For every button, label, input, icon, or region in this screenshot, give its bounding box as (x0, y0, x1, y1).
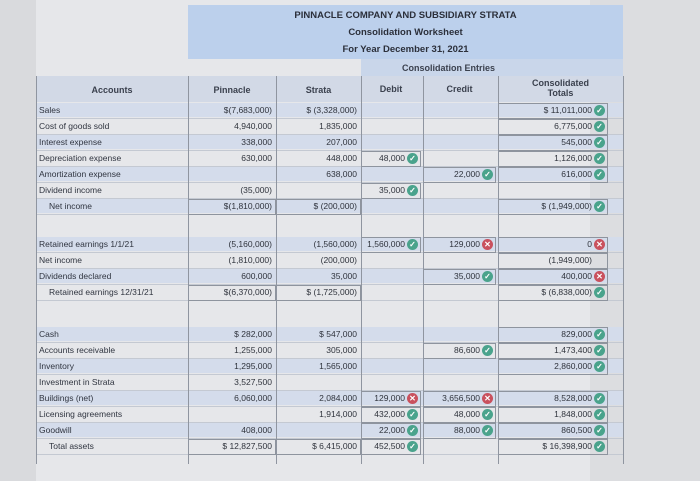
check-circle-icon: ✓ (594, 329, 605, 340)
column-divider (276, 76, 277, 464)
col-credit: Credit (446, 84, 473, 94)
row-label: Investment in Strata (39, 377, 115, 387)
row-label: Depreciation expense (39, 153, 122, 163)
x-circle-icon: ✕ (594, 239, 605, 250)
left-margin (0, 0, 36, 481)
row-label: Retained earnings 12/31/21 (49, 287, 154, 297)
cell-pinnacle: 630,000 (241, 153, 272, 163)
cell-strata: 638,000 (326, 169, 357, 179)
total-box-strata (276, 439, 361, 455)
x-circle-icon: ✕ (407, 393, 418, 404)
cell-credit[interactable]: 35,000 (454, 271, 480, 281)
column-divider (361, 76, 362, 464)
column-divider (498, 76, 499, 464)
cell-pinnacle: 1,255,000 (234, 345, 272, 355)
column-divider (188, 76, 189, 464)
cell-pinnacle: 4,940,000 (234, 121, 272, 131)
check-circle-icon: ✓ (482, 345, 493, 356)
cell-pinnacle: (5,160,000) (228, 239, 272, 249)
row-label: Total assets (49, 441, 94, 451)
check-circle-icon: ✓ (594, 441, 605, 452)
check-circle-icon: ✓ (594, 105, 605, 116)
worksheet-grid (36, 0, 603, 470)
cell-strata: $ (200,000) (313, 201, 357, 211)
check-circle-icon: ✓ (594, 425, 605, 436)
input-consolidated[interactable] (498, 359, 608, 375)
row-label: Accounts receivable (39, 345, 116, 355)
row-label: Sales (39, 105, 61, 115)
x-circle-icon: ✕ (482, 393, 493, 404)
cell-strata: $ 547,000 (319, 329, 357, 339)
col-debit: Debit (379, 84, 403, 94)
cell-credit[interactable]: 129,000 (449, 239, 480, 249)
cell-debit[interactable]: 35,000 (379, 185, 405, 195)
cell-pinnacle: 1,295,000 (234, 361, 272, 371)
total-box-pinnacle (188, 285, 276, 301)
check-circle-icon: ✓ (594, 137, 605, 148)
cell-consolidated[interactable]: $ (1,949,000) (541, 201, 592, 211)
cell-pinnacle: $(7,683,000) (223, 105, 272, 115)
input-consolidated[interactable] (498, 423, 608, 439)
input-consolidated[interactable] (498, 407, 608, 423)
cell-consolidated[interactable]: 616,000 (561, 169, 592, 179)
row-label: Dividends declared (39, 271, 112, 281)
period-title: For Year December 31, 2021 (342, 44, 469, 55)
cell-pinnacle: (1,810,000) (228, 255, 272, 265)
total-box-consolidated (498, 439, 608, 455)
col-pinnacle: Pinnacle (213, 85, 251, 95)
input-consolidated[interactable] (498, 343, 608, 359)
cell-pinnacle: $ 282,000 (234, 329, 272, 339)
row-label: Net income (39, 255, 82, 265)
row-label: Amortization expense (39, 169, 121, 179)
cell-credit[interactable]: 22,000 (454, 169, 480, 179)
check-circle-icon: ✓ (482, 425, 493, 436)
input-consolidated[interactable] (498, 253, 608, 269)
check-circle-icon: ✓ (407, 409, 418, 420)
cell-consolidated[interactable]: 6,775,000 (554, 121, 592, 131)
cell-strata: 2,084,000 (319, 393, 357, 403)
col-accounts: Accounts (91, 85, 133, 95)
cell-strata: 1,835,000 (319, 121, 357, 131)
cell-consolidated[interactable]: 545,000 (561, 137, 592, 147)
cell-pinnacle: 600,000 (241, 271, 272, 281)
cell-consolidated[interactable]: $ (6,838,000) (541, 287, 592, 297)
input-consolidated[interactable] (498, 391, 608, 407)
row-label: Cost of goods sold (39, 121, 110, 131)
check-circle-icon: ✓ (594, 201, 605, 212)
row-label: Buildings (net) (39, 393, 94, 403)
check-circle-icon: ✓ (407, 153, 418, 164)
cell-pinnacle: 408,000 (241, 425, 272, 435)
check-circle-icon: ✓ (407, 185, 418, 196)
cell-debit[interactable]: 452,500 (374, 441, 405, 451)
input-consolidated[interactable] (498, 327, 608, 343)
cell-pinnacle: $(1,810,000) (223, 201, 272, 211)
cell-consolidated[interactable]: $ 16,398,900 (542, 441, 592, 451)
cell-strata: 35,000 (331, 271, 357, 281)
cell-strata: (200,000) (320, 255, 357, 265)
check-circle-icon: ✓ (407, 239, 418, 250)
cell-consolidated[interactable]: 1,848,000 (554, 409, 592, 419)
worksheet-title: Consolidation Worksheet (348, 27, 463, 38)
check-circle-icon: ✓ (594, 409, 605, 420)
total-box-pinnacle (188, 439, 276, 455)
cell-debit[interactable]: 1,560,000 (367, 239, 405, 249)
input-consolidated[interactable] (498, 103, 608, 119)
cell-consolidated[interactable]: 2,860,000 (554, 361, 592, 371)
cell-strata: 1,914,000 (319, 409, 357, 419)
row-label: Dividend income (39, 185, 102, 195)
row-label: Inventory (39, 361, 74, 371)
cell-debit[interactable]: 22,000 (379, 425, 405, 435)
input-consolidated[interactable] (498, 237, 608, 253)
cell-debit[interactable]: 48,000 (379, 153, 405, 163)
cell-credit[interactable]: 48,000 (454, 409, 480, 419)
row-label: Licensing agreements (39, 409, 123, 419)
check-circle-icon: ✓ (594, 121, 605, 132)
check-circle-icon: ✓ (594, 153, 605, 164)
cell-strata: (1,560,000) (313, 239, 357, 249)
cell-strata: 207,000 (326, 137, 357, 147)
check-circle-icon: ✓ (594, 345, 605, 356)
check-circle-icon: ✓ (594, 287, 605, 298)
entries-title: Consolidation Entries (401, 63, 495, 73)
cell-consolidated[interactable]: 0 (587, 239, 592, 249)
input-consolidated[interactable] (498, 269, 608, 285)
cell-credit[interactable]: 3,656,500 (442, 393, 480, 403)
cell-pinnacle: 3,527,500 (234, 377, 272, 387)
total-box-pinnacle (188, 199, 276, 215)
cell-consolidated[interactable]: 400,000 (561, 271, 592, 281)
check-circle-icon: ✓ (594, 361, 605, 372)
cell-consolidated[interactable]: 8,528,000 (554, 393, 592, 403)
cell-strata: $ 6,415,000 (312, 441, 357, 451)
cell-consolidated[interactable]: 860,500 (561, 425, 592, 435)
cell-strata: 305,000 (326, 345, 357, 355)
company-title: PINNACLE COMPANY AND SUBSIDIARY STRATA (294, 10, 517, 21)
row-label: Interest expense (39, 137, 102, 147)
cell-consolidated[interactable]: 1,473,400 (554, 345, 592, 355)
check-circle-icon: ✓ (407, 425, 418, 436)
col-consolidated-line2: Totals (547, 88, 574, 98)
check-circle-icon: ✓ (594, 169, 605, 180)
input-consolidated[interactable] (498, 135, 608, 151)
total-box-consolidated (498, 199, 608, 215)
cell-consolidated[interactable]: $ 11,011,000 (543, 105, 592, 115)
cell-pinnacle: 338,000 (241, 137, 272, 147)
column-divider (36, 76, 37, 464)
cell-pinnacle: $ 12,827,500 (222, 441, 272, 451)
cell-strata: 1,565,000 (319, 361, 357, 371)
cell-consolidated[interactable]: 1,126,000 (554, 153, 592, 163)
total-box-strata (276, 285, 361, 301)
cell-credit[interactable]: 86,600 (454, 345, 480, 355)
col-consolidated-line1: Consolidated (531, 78, 589, 88)
input-consolidated[interactable] (498, 151, 608, 167)
cell-consolidated[interactable]: 829,000 (561, 329, 592, 339)
input-consolidated[interactable] (498, 119, 608, 135)
x-circle-icon: ✕ (594, 271, 605, 282)
cell-pinnacle: $(6,370,000) (223, 287, 272, 297)
row-label: Goodwill (39, 425, 72, 435)
column-divider (423, 76, 424, 464)
check-circle-icon: ✓ (407, 441, 418, 452)
row-label: Net income (49, 201, 92, 211)
x-circle-icon: ✕ (482, 239, 493, 250)
cell-debit[interactable]: 129,000 (374, 393, 405, 403)
row-label: Cash (39, 329, 59, 339)
check-circle-icon: ✓ (482, 271, 493, 282)
total-box-consolidated (498, 285, 608, 301)
cell-consolidated[interactable]: (1,949,000) (548, 255, 592, 265)
col-consolidated (498, 78, 623, 98)
col-strata: Strata (305, 85, 332, 95)
cell-strata: 448,000 (326, 153, 357, 163)
row-label: Retained earnings 1/1/21 (39, 239, 134, 249)
input-consolidated[interactable] (498, 167, 608, 183)
cell-strata: $ (3,328,000) (306, 105, 357, 115)
cell-pinnacle: (35,000) (240, 185, 272, 195)
cell-pinnacle: 6,060,000 (234, 393, 272, 403)
cell-credit[interactable]: 88,000 (454, 425, 480, 435)
column-divider (623, 76, 624, 464)
total-box-strata (276, 199, 361, 215)
check-circle-icon: ✓ (482, 169, 493, 180)
cell-debit[interactable]: 432,000 (374, 409, 405, 419)
check-circle-icon: ✓ (482, 409, 493, 420)
cell-strata: $ (1,725,000) (306, 287, 357, 297)
check-circle-icon: ✓ (594, 393, 605, 404)
